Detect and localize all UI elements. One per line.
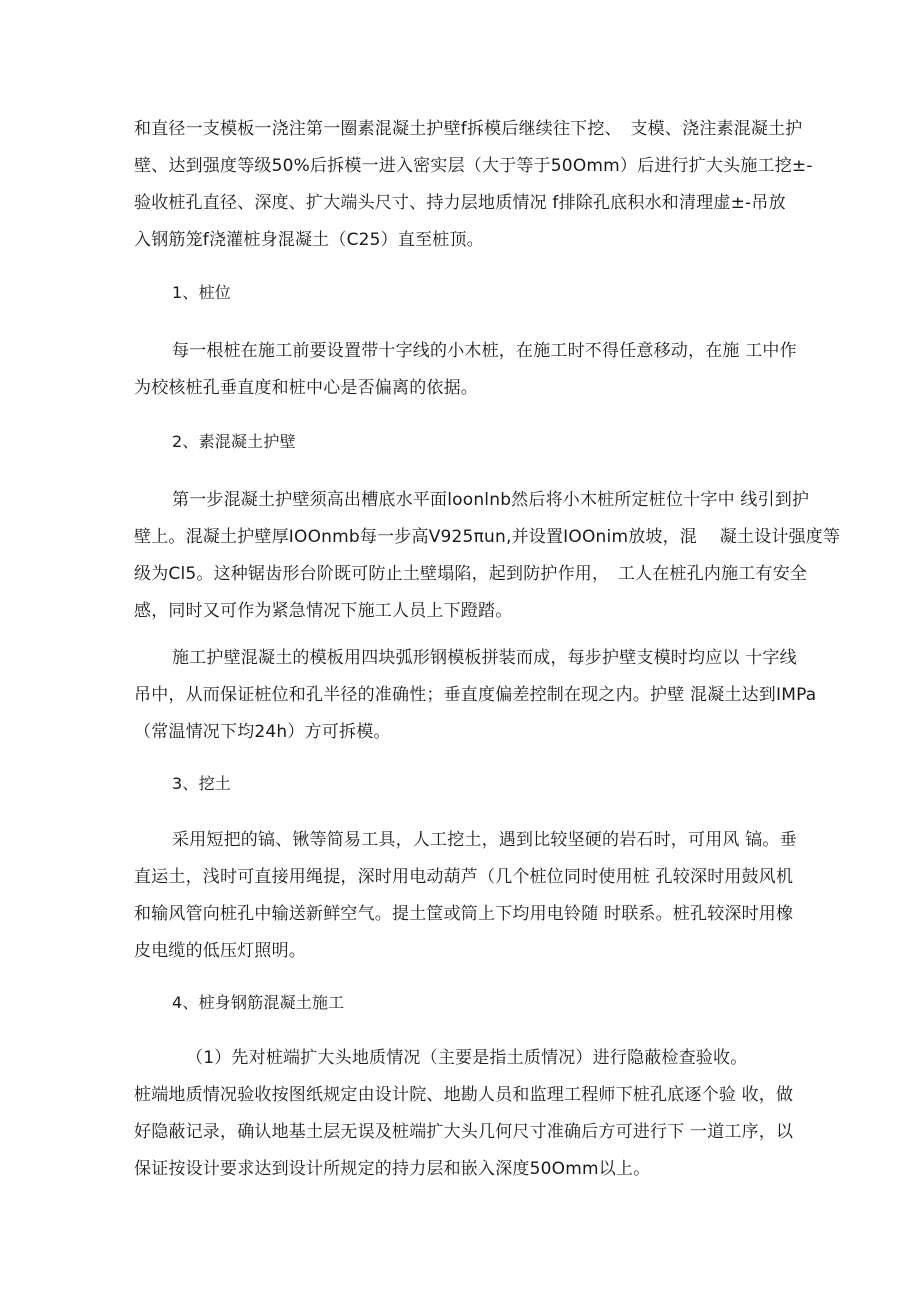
text-line: 采用短把的镐、锹等简易工具，人工挖土，遇到比较坚硬的岩石时，可用风 镐。垂 [172,830,797,850]
text-line: 直运土，浅时可直接用绳提，深时用电动葫芦（几个桩位同时使用桩 孔较深时用鼓风机 [134,867,794,887]
section-heading-pile-position: 1、桩位 [172,283,231,302]
section-heading-retaining-wall: 2、素混凝土护壁 [172,432,296,451]
subsection-heading: （1）先对桩端扩大头地质情况（主要是指土质情况）进行隐蔽检查验收。 [186,1048,748,1068]
text-line: 验收桩孔直径、深度、扩大端头尺寸、持力层地质情况 f排除孔底积水和清理虚±-吊放 [134,193,786,213]
text-line: 桩端地质情况验收按图纸规定由设计院、地勘人员和监理工程师下桩孔底逐个验 收，做 [134,1085,794,1105]
text-line: 吊中，从而保证桩位和孔半径的准确性；垂直度偏差控制在现之内。护壁 混凝土达到IMPa [134,685,817,705]
text-line: 入钢筋笼f浇灌桩身混凝土（C25）直至桩顶。 [134,230,484,250]
text-line: 和直径一支模板一浇注第一圈素混凝土护壁f拆模后继续往下挖、 支模、浇注素混凝土护 [134,119,803,139]
text-line: 施工护壁混凝土的模板用四块弧形钢模板拼装而成，每步护壁支模时均应以 十字线 [172,648,797,668]
text-line: 为校核桩孔垂直度和桩中心是否偏离的依据。 [134,378,478,398]
text-line: 感，同时又可作为紧急情况下施工人员上下蹬踏。 [134,601,513,621]
text-line: 好隐蔽记录，确认地基土层无误及桩端扩大头几何尺寸准确后方可进行下 一道工序，以 [134,1122,794,1142]
text-line: 壁上。混凝土护壁厚IOOnmb每一步高V925πun,并设置IOOnim放坡，混 凝土设计强度等 [134,527,841,547]
text-line: 级为Cl5。这种锯齿形台阶既可防止土壁塌陷，起到防护作用， 工人在桩孔内施工有安全 [134,564,808,584]
text-line: 保证按设计要求达到设计所规定的持力层和嵌入深度50Omm以上。 [134,1159,651,1179]
text-line: 壁、达到强度等级50%后拆模一进入密实层（大于等于50Omm）后进行扩大头施工挖±- [134,156,813,176]
text-line: 和输风管向桩孔中输送新鲜空气。提土筐或筒上下均用电铃随 时联系。桩孔较深时用橡 [134,904,794,924]
text-line: 皮电缆的低压灯照明。 [134,941,306,961]
section-heading-pile-concrete: 4、桩身钢筋混凝土施工 [172,993,345,1012]
text-line: 每一根桩在施工前要设置带十字线的小木桩，在施工时不得任意移动，在施 工中作 [172,341,797,361]
section-heading-excavation: 3、挖土 [172,774,231,793]
text-line: 第一步混凝土护壁须高出槽底水平面loonlnb然后将小木桩所定桩位十字中 线引到护 [172,490,810,510]
text-line: （常温情况下均24h）方可拆模。 [134,722,391,742]
